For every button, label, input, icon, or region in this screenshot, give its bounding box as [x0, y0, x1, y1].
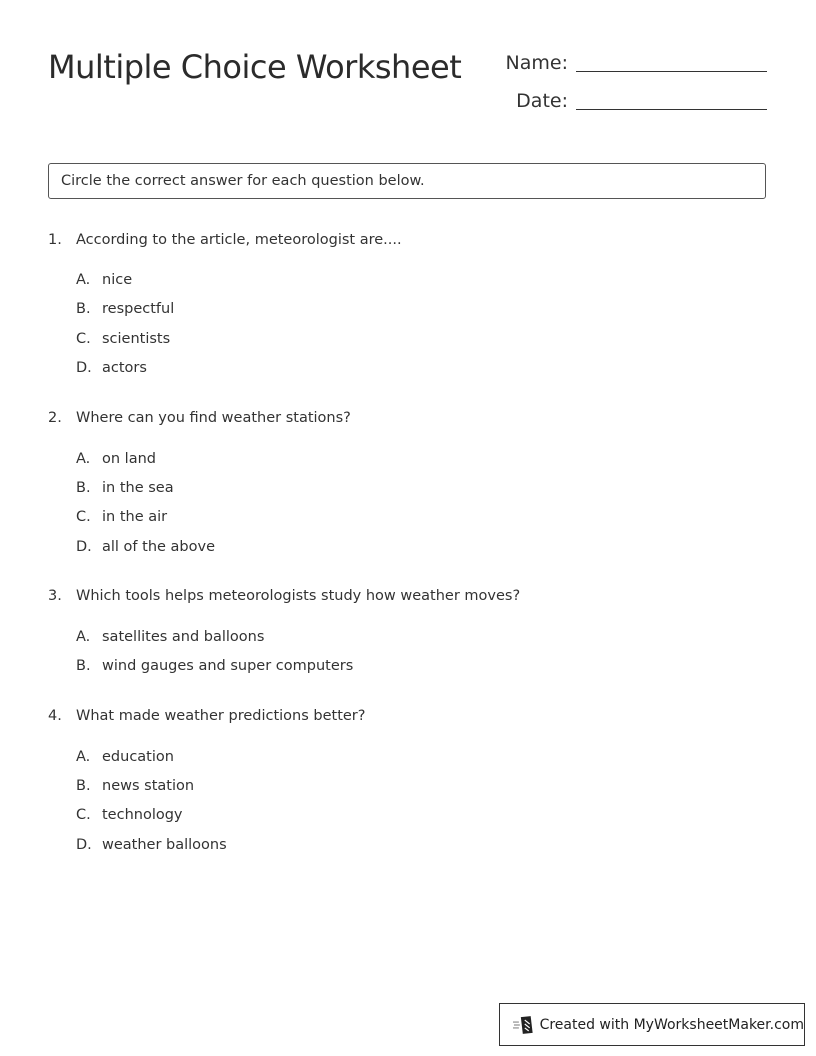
option-text: all of the above	[102, 539, 216, 555]
name-label: Name:	[505, 52, 568, 74]
option-letter: A.	[76, 272, 91, 288]
option-text: actors	[102, 360, 147, 376]
option-text: satellites and balloons	[102, 629, 265, 645]
option-text: respectful	[102, 301, 175, 317]
question-text: What made weather predictions better?	[76, 708, 366, 724]
option-text: nice	[102, 272, 133, 288]
option-text: in the air	[102, 509, 168, 525]
option-letter: D.	[76, 360, 92, 376]
question-text: According to the article, meteorologist are....	[76, 232, 402, 248]
option-text: technology	[102, 807, 183, 823]
question-number: 1.	[48, 232, 62, 248]
option-text: wind gauges and super computers	[102, 658, 354, 674]
option-text: scientists	[102, 331, 171, 347]
option-text: news station	[102, 778, 195, 794]
option-letter: C.	[76, 509, 91, 525]
footer-badge[interactable]	[499, 1003, 805, 1046]
question-text: Where can you find weather stations?	[76, 410, 351, 426]
option-letter: B.	[76, 778, 91, 794]
name-line[interactable]	[576, 71, 767, 72]
question-number: 2.	[48, 410, 62, 426]
option-letter: A.	[76, 629, 91, 645]
footer-text: Created with MyWorksheetMaker.com	[539, 1016, 804, 1033]
option-letter: C.	[76, 807, 91, 823]
option-text: in the sea	[102, 480, 174, 496]
date-label: Date:	[516, 90, 568, 112]
option-text: on land	[102, 451, 156, 467]
option-letter: A.	[76, 749, 91, 765]
option-letter: B.	[76, 480, 91, 496]
option-letter: B.	[76, 301, 91, 317]
option-letter: D.	[76, 539, 92, 555]
option-letter: A.	[76, 451, 91, 467]
date-field[interactable]	[488, 90, 767, 112]
option-letter: C.	[76, 331, 91, 347]
question-number: 3.	[48, 588, 62, 604]
worksheet-maker-logo-icon	[512, 1015, 536, 1035]
date-line[interactable]	[576, 109, 767, 110]
instructions-box	[48, 163, 766, 199]
option-text: weather balloons	[102, 837, 227, 853]
name-field[interactable]	[488, 52, 767, 74]
option-letter: B.	[76, 658, 91, 674]
option-text: education	[102, 749, 174, 765]
question-text: Which tools helps meteorologists study how weather moves?	[76, 588, 521, 604]
option-letter: D.	[76, 837, 92, 853]
question-number: 4.	[48, 708, 62, 724]
page-title: Multiple Choice Worksheet	[48, 48, 462, 86]
instructions-text: Circle the correct answer for each question below.	[61, 173, 425, 189]
